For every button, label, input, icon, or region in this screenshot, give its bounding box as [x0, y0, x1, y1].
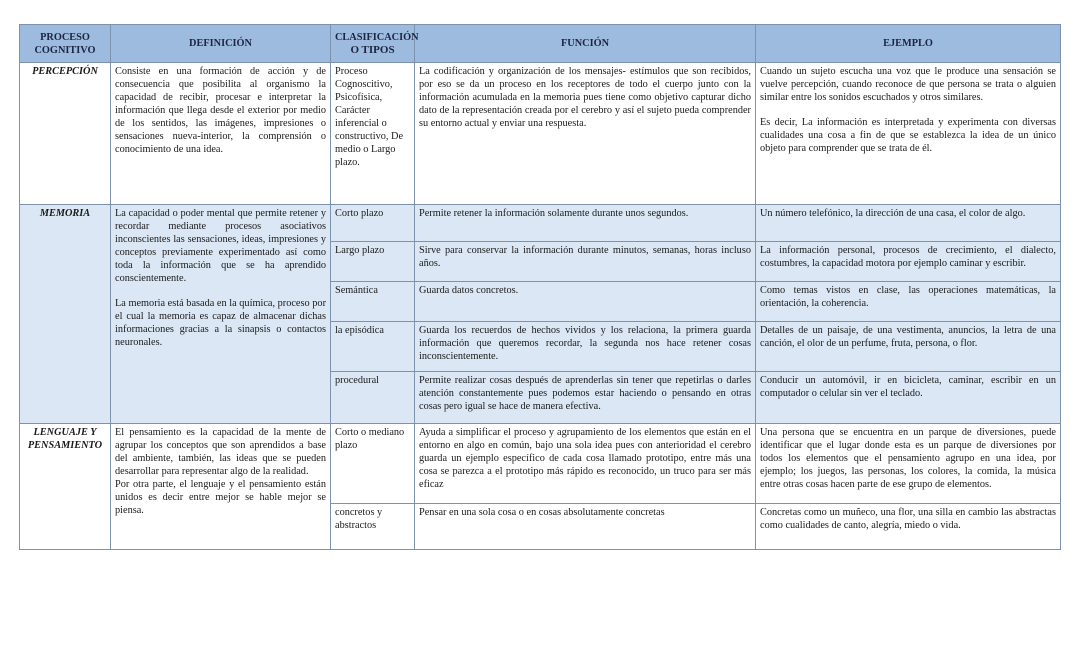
definicion-memoria-1: La capacidad o poder mental que permite retener y recordar mediante procesos asociativos inconscientes las sensaciones, ideas, impresiones y conceptos previamente experimentado así como toda la información que se ha aprendido conscientemente. [115, 208, 326, 284]
definicion-memoria [111, 205, 331, 424]
ejemplo-memoria-largo: La información personal, procesos de crecimiento, el dialecto, costumbres, la capacidad motora por ejemplo caminar y escribir. [756, 242, 1061, 282]
process-name-memoria: MEMORIA [20, 205, 111, 424]
ejemplo-memoria-procedural: Conducir un automóvil, ir en bicicleta, caminar, escribir en un computador o celular sin ver el teclado. [756, 372, 1061, 424]
funcion-memoria-episodica: Guarda los recuerdos de hechos vividos y los relaciona, la primera guarda información que queremos recordar, la segunda nos hace retener cosas inconscientemente. [415, 322, 756, 372]
funcion-memoria-corto: Permite retener la información solamente durante unos segundos. [415, 205, 756, 242]
definicion-lenguaje-2: Por otra parte, el lenguaje y el pensamiento están unidos es decir entre mejor se hable mejor se piensa. [115, 479, 326, 516]
process-name-percepcion: PERCEPCIÓN [20, 63, 111, 205]
definicion-lenguaje [111, 424, 331, 550]
ejemplo-memoria-semantica: Como temas vistos en clase, las operaciones matemáticas, la orientación, la coherencia. [756, 282, 1061, 322]
clasificacion-memoria-largo: Largo plazo [331, 242, 415, 282]
header-funcion: FUNCIÓN [415, 25, 756, 63]
funcion-percepcion: La codificación y organización de los mensajes- estímulos que son recibidos, por eso se da un proceso en los receptores de todo el cuerpo junto con la información acumulada en la memoria pues tiene como objetivo capturar dicho dato de la representación creada por el cerebro y así el sujeto pueda comprender su entorno actual y enviar una respuesta. [415, 63, 756, 205]
ejemplo-memoria-episodica: Detalles de un paisaje, de una vestimenta, anuncios, la letra de una canción, el olor de un perfume, fruta, persona, o flor. [756, 322, 1061, 372]
header-clasificacion [331, 25, 419, 63]
funcion-memoria-largo: Sirve para conservar la información durante minutos, semanas, horas incluso años. [415, 242, 756, 282]
definicion-memoria-2: La memoria está basada en la química, proceso por el cual la memoria es capaz de almacenar dichas informaciones gracias a la sinapsis o contactos neuronales. [115, 298, 326, 348]
cognitive-process-table [19, 24, 1061, 550]
funcion-memoria-procedural: Permite realizar cosas después de aprenderlas sin tener que repetirlas o darles atención constantemente pues podemos estar haciendo o pensando en otras cosas pero igual se hace de manera efectiva. [415, 372, 756, 424]
row-percepcion [20, 63, 1061, 205]
clasificacion-memoria-procedural: procedural [331, 372, 415, 424]
clasificacion-lenguaje-corto: Corto o mediano plazo [331, 424, 415, 504]
header-row [20, 25, 1061, 63]
ejemplo-memoria-corto: Un número telefónico, la dirección de una casa, el color de algo. [756, 205, 1061, 242]
funcion-lenguaje-corto: Ayuda a simplificar el proceso y agrupamiento de los elementos que están en el entorno en algo en común, bajo una sola idea pues con anterioridad el cerebro guarda un ejemplo específico de cada cosa llamado prototipo, entre más una cosa se parezca a el prototipo más rápido es reconocido, un truco para ser más eficaz [415, 424, 756, 504]
ejemplo-percepcion [756, 63, 1061, 205]
clasificacion-memoria-semantica: Semántica [331, 282, 415, 322]
clasificacion-memoria-corto: Corto plazo [331, 205, 415, 242]
clasificacion-percepcion: Proceso Cognoscitivo, Psicofísica, Carácter inferencial o constructivo, De medio o Largo plazo. [331, 63, 415, 205]
header-definicion: DEFINICIÓN [111, 25, 331, 63]
ejemplo-percepcion-1: Cuando un sujeto escucha una voz que le produce una sensación se vuelve percepción, cuando reconoce de que persona se trata o alguien similar entre los sonidos escuchados y otros similares. [760, 66, 1056, 103]
row-lenguaje-corto [20, 424, 1061, 504]
definicion-lenguaje-1: El pensamiento es la capacidad de la mente de agrupar los conceptos que son aprendidos a base del ambiente, también, las ideas que se pueden desarrollar para representar algo de la realidad. [115, 427, 326, 477]
clasificacion-memoria-episodica: la episódica [331, 322, 415, 372]
funcion-memoria-semantica: Guarda datos concretos. [415, 282, 756, 322]
clasificacion-lenguaje-concretos: concretos y abstractos [331, 504, 415, 550]
row-memoria-corto [20, 205, 1061, 242]
header-ejemplo: EJEMPLO [756, 25, 1061, 63]
header-clasificacion-big: O TIPOS [350, 43, 395, 56]
definicion-percepcion: Consiste en una formación de acción y de consecuencia que posibilita al organismo la capacidad de recibir, procesar e interpretar la información que llega desde el exterior por medio de los sentidos, las imágenes, impresiones o sensaciones nueva-interior, la comprensión o conocimiento de una idea. [111, 63, 331, 205]
header-proceso: PROCESO COGNITIVO [20, 25, 111, 63]
process-name-lenguaje: LENGUAJE Y PENSAMIENTO [20, 424, 111, 550]
funcion-lenguaje-concretos: Pensar en una sola cosa o en cosas absolutamente concretas [415, 504, 756, 550]
ejemplo-lenguaje-concretos: Concretas como un muñeco, una flor, una silla en cambio las abstractas como cualidades de canto, alegría, miedo o vida. [756, 504, 1061, 550]
header-clasificacion-small: CLASIFICACIÓN [335, 31, 419, 43]
ejemplo-percepcion-2: Es decir, La información es interpretada y experimenta con diversas cualidades una cosa a fin de que se establezca la idea de un único objeto para comprender que se trata de él. [760, 117, 1056, 154]
ejemplo-lenguaje-corto: Una persona que se encuentra en un parque de diversiones, puede identificar que el lugar donde esta es un parque de diversiones por todos los elementos que el pensamiento agrupo en una idea, por ejemplo; los juegos, las personas, los colores, la comida, la música entre otras cosas hacen parte de ese grupo de elementos. [756, 424, 1061, 504]
